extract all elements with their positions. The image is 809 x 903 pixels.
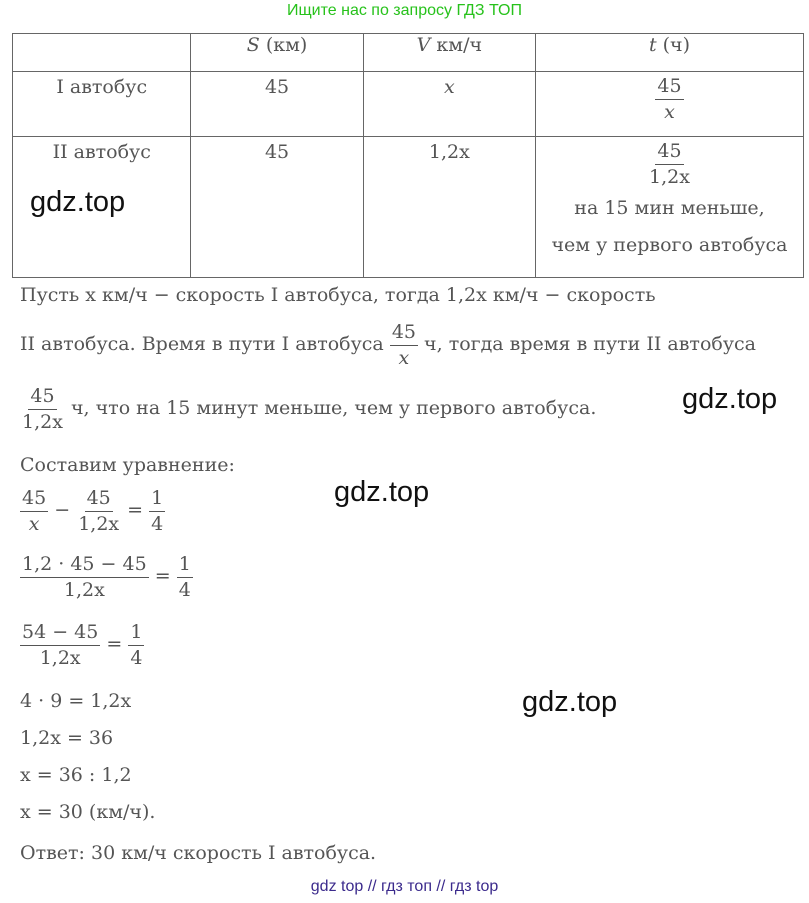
header-distance: S (км) [191,34,363,72]
header-speed: V км/ч [363,34,535,72]
equation-4: 4 · 9 = 1,2x [20,690,132,712]
answer-line: Ответ: 30 км/ч скорость I автобуса. [20,842,377,864]
row2-distance: 45 [191,137,363,278]
footer-links: gdz top // гдз топ // гдз top [310,878,499,895]
time-bus-2-fraction: $\frac{45}{1,2x}$ [22,385,63,433]
row2-time-fraction: $\frac{45}{1,2x}$ [649,140,690,188]
equation-2: $\frac{1,2 \cdot 45 - 45}{1,2x}$ = $\frac{1}{4}$ [22,553,191,601]
equation-5: 1,2x = 36 [20,727,114,749]
watermark-2: gdz.top [682,383,778,415]
solution-paragraph-2: II автобуса. Время в пути I автобуса $\frac{45}{x}$ ч, тогда время в пути II автобуса [20,321,756,369]
watermark-3: gdz.top [334,476,430,508]
table-row-bus-1 [13,72,804,137]
row1-time-fraction: $\frac{45}{x}$ [657,75,682,123]
row1-distance: 45 [191,72,363,137]
row2-note-line-2: чем у первого автобуса [551,234,788,257]
solution-paragraph-3: $\frac{45}{1,2x}$ ч, что на 15 минут меньше, чем у первого автобуса. [22,385,597,433]
motion-table [12,33,804,278]
row2-speed: 1,2x [363,137,535,278]
time-bus-1-fraction: $\frac{45}{x}$ [391,321,416,369]
solution-paragraph-4: Составим уравнение: [20,454,235,476]
header-empty-cell [13,34,191,72]
row1-time [535,72,803,137]
header-time: t (ч) [535,34,803,72]
equation-6: x = 36 : 1,2 [20,764,132,786]
watermark-4: gdz.top [522,686,618,718]
equation-1: $\frac{45}{x}$ − $\frac{45}{1,2x}$ = $\frac{1}{4}$ [22,487,164,535]
search-banner: Ищите нас по запросу ГДЗ ТОП [287,2,522,19]
row2-time [535,137,803,278]
solution-paragraph-1: Пусть x км/ч − скорость I автобуса, тогда 1,2x км/ч − скорость [20,284,656,306]
row1-label: I автобус [13,72,191,137]
table-row-bus-2 [13,137,804,278]
watermark-1: gdz.top [30,186,126,218]
row1-speed: x [363,72,535,137]
equation-7: x = 30 (км/ч). [20,801,156,823]
row2-note-line-1: на 15 мин меньше, [574,197,765,220]
row2-label: II автобус [13,137,191,278]
table-header-row [13,34,804,72]
equation-3: $\frac{54 - 45}{1,2x}$ = $\frac{1}{4}$ [22,621,143,669]
